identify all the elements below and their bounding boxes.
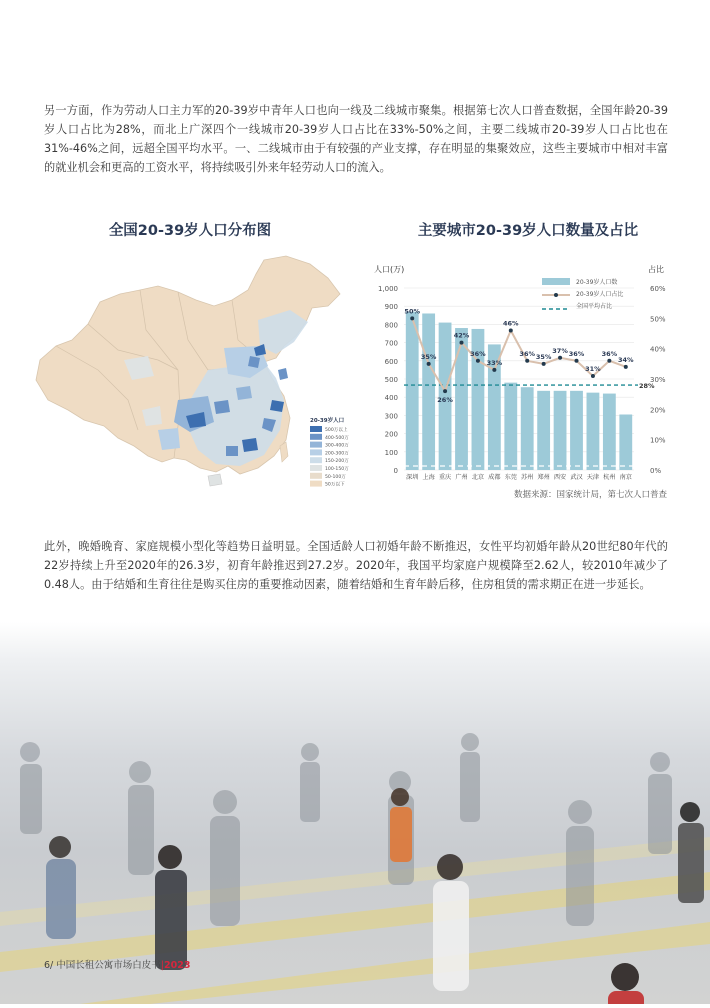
ratio-point-label: 36% bbox=[568, 349, 585, 358]
legend-point-swatch bbox=[554, 293, 558, 297]
ratio-point bbox=[492, 368, 496, 372]
average-label: 28% bbox=[639, 382, 655, 391]
left-tick-label: 300 bbox=[384, 412, 398, 421]
ratio-point bbox=[575, 359, 579, 363]
ratio-point-label: 33% bbox=[486, 358, 503, 367]
right-tick-label: 50% bbox=[650, 315, 666, 324]
right-axis-label: 占比 bbox=[648, 265, 664, 274]
page-footer bbox=[44, 957, 190, 971]
population-bar bbox=[455, 328, 468, 470]
footer-separator: / bbox=[50, 960, 54, 971]
paragraph-1: 另一方面，作为劳动人口主力军的20-39岁中青年人口也向一线及二线城市聚集。根据第七次人口普查数据，全国年龄20-39岁人口占比为28%，而北上广深四个一线城市20-39岁人口占比在33%-50%之间，主要二线城市20-39岁人口占比也在31%-46%之间，远超全国平均水平。一、二线城市由于有较强的产业支撑，存在明显的集聚效应，这些主要城市中相对丰富的就业机会和更高的工资水平，将持续吸引外来年轻劳动人口的流入。 bbox=[44, 104, 668, 174]
crowd-photo-illustration bbox=[0, 622, 710, 1004]
crosswalk-stripes bbox=[0, 837, 710, 1004]
population-bar bbox=[554, 391, 567, 470]
legend-bar-swatch bbox=[542, 278, 570, 285]
x-tick-label: 郑州 bbox=[537, 474, 550, 481]
ratio-point-label: 26% bbox=[437, 396, 453, 405]
left-tick-label: 0 bbox=[393, 467, 398, 475]
ratio-point-label: 46% bbox=[503, 319, 519, 328]
left-tick-label: 500 bbox=[384, 376, 398, 384]
footer-bar-separator: | bbox=[160, 960, 164, 971]
chart-title: 主要城市20-39岁人口数量及占比 bbox=[417, 223, 639, 239]
map-legend-swatch bbox=[310, 473, 322, 479]
population-bar bbox=[504, 383, 517, 470]
page-number: 6 bbox=[44, 960, 51, 971]
ratio-point bbox=[525, 359, 529, 363]
ratio-point bbox=[443, 389, 447, 393]
crowd-background-photo bbox=[0, 622, 710, 1004]
population-bar bbox=[521, 387, 534, 470]
left-axis-label: 人口(万) bbox=[374, 265, 405, 274]
china-population-map bbox=[28, 250, 358, 495]
x-tick-label: 东莞 bbox=[504, 474, 517, 481]
population-bar bbox=[422, 313, 435, 470]
right-tick-label: 30% bbox=[650, 376, 666, 384]
ratio-point-label: 36% bbox=[519, 349, 535, 358]
map-legend-label: 100-150万 bbox=[325, 467, 349, 472]
publication-title: 中国长租公寓市场白皮书 bbox=[56, 960, 161, 971]
right-tick-label: 0% bbox=[650, 467, 662, 475]
x-tick-label: 南京 bbox=[619, 474, 632, 481]
map-legend-label: 150-200万 bbox=[325, 459, 349, 465]
taiwan-island bbox=[280, 442, 288, 462]
ratio-point bbox=[476, 359, 480, 363]
ratio-point-label: 37% bbox=[552, 346, 568, 355]
left-tick-label: 600 bbox=[384, 357, 398, 366]
map-legend-swatch bbox=[310, 449, 322, 455]
ratio-point bbox=[591, 374, 595, 378]
population-bar bbox=[406, 312, 419, 470]
left-tick-label: 200 bbox=[384, 430, 398, 439]
ratio-point-label: 35% bbox=[535, 352, 552, 361]
x-tick-label: 天津 bbox=[586, 474, 600, 481]
map-legend-title: 20-39岁人口 bbox=[310, 418, 345, 424]
legend-label: 全国平均占比 bbox=[576, 303, 613, 310]
ratio-point bbox=[410, 316, 414, 320]
legend-label: 20-39岁人口占比 bbox=[576, 291, 624, 298]
map-title: 全国20-39岁人口分布图 bbox=[108, 223, 272, 239]
ratio-point bbox=[558, 356, 562, 360]
map-legend-label: 300-400万 bbox=[325, 443, 349, 449]
china-outline bbox=[36, 256, 340, 474]
x-tick-label: 杭州 bbox=[603, 474, 616, 481]
map-legend-swatch bbox=[310, 442, 322, 448]
x-axis-ticks bbox=[406, 473, 632, 481]
ratio-point-label: 36% bbox=[601, 349, 618, 358]
ratio-point bbox=[624, 365, 628, 369]
x-tick-label: 成都 bbox=[488, 474, 501, 481]
right-tick-label: 40% bbox=[650, 345, 666, 354]
map-legend-swatch bbox=[310, 426, 322, 432]
map-legend-label: 200-300万 bbox=[325, 451, 349, 457]
population-bar bbox=[619, 414, 632, 470]
ratio-point bbox=[460, 341, 464, 345]
map-legend-label: 50-100万 bbox=[325, 474, 346, 480]
x-tick-label: 西安 bbox=[553, 474, 567, 481]
map-legend-swatch bbox=[310, 457, 322, 463]
chart-legend bbox=[542, 278, 623, 310]
population-bar bbox=[537, 391, 550, 470]
x-tick-label: 广州 bbox=[455, 474, 468, 481]
left-tick-label: 100 bbox=[384, 448, 398, 457]
bar-series bbox=[404, 312, 634, 470]
left-axis-ticks bbox=[378, 285, 398, 475]
map-legend-swatch bbox=[310, 481, 322, 487]
map-legend-swatch bbox=[310, 465, 322, 471]
ratio-point bbox=[509, 328, 513, 332]
ratio-point-label: 31% bbox=[585, 364, 601, 373]
ratio-point-label: 34% bbox=[618, 355, 634, 364]
ratio-point-label: 50% bbox=[404, 307, 420, 316]
x-tick-label: 重庆 bbox=[438, 474, 452, 481]
population-bar bbox=[570, 391, 583, 470]
left-tick-label: 700 bbox=[384, 339, 398, 348]
legend-label: 20-39岁人口数 bbox=[576, 279, 618, 286]
city-population-chart bbox=[370, 258, 670, 483]
ratio-point-label: 36% bbox=[470, 349, 486, 358]
ratio-point bbox=[427, 362, 431, 366]
data-source: 数据来源：国家统计局，第七次人口普查 bbox=[513, 490, 667, 500]
right-axis-ticks bbox=[650, 285, 666, 475]
hainan-island bbox=[208, 474, 222, 486]
left-tick-label: 400 bbox=[384, 394, 398, 403]
map-legend-swatch bbox=[310, 434, 322, 440]
x-tick-label: 北京 bbox=[471, 474, 485, 481]
x-tick-label: 上海 bbox=[422, 474, 435, 481]
right-tick-label: 60% bbox=[650, 285, 666, 293]
china-map-landmass bbox=[36, 256, 340, 486]
right-tick-label: 10% bbox=[650, 436, 666, 445]
left-tick-label: 900 bbox=[384, 303, 398, 312]
map-legend-label: 500万以上 bbox=[325, 428, 348, 433]
x-tick-label: 苏州 bbox=[521, 474, 534, 481]
ratio-point bbox=[607, 359, 611, 363]
map-legend bbox=[310, 416, 349, 488]
ratio-point-label: 35% bbox=[420, 352, 437, 361]
ratio-point bbox=[542, 362, 546, 366]
map-legend-label: 400-500万 bbox=[325, 435, 349, 441]
ratio-point-label: 42% bbox=[453, 331, 470, 340]
map-legend-label: 50万以下 bbox=[325, 482, 345, 488]
left-tick-label: 800 bbox=[384, 321, 398, 330]
x-tick-label: 深圳 bbox=[406, 474, 419, 481]
x-tick-label: 武汉 bbox=[570, 474, 583, 481]
publication-year: 2023 bbox=[164, 960, 191, 971]
population-bar bbox=[603, 394, 616, 470]
paragraph-2: 此外，晚婚晚育、家庭规模小型化等趋势日益明显。全国适龄人口初婚年龄不断推迟，女性平均初婚年龄从20世纪80年代的22岁持续上升至2020年的26.3岁，初育年龄推迟到27.2岁。2020年，我国平均家庭户规模降至2.62人，较2010年减少了0.48人。由于结婚和生育往往是购买住房的重要推动因素，随着结婚和生育年龄后移，住房租赁的需求期正在进一步延长。 bbox=[44, 540, 668, 591]
left-tick-label: 1,000 bbox=[377, 285, 398, 293]
population-bar bbox=[587, 393, 600, 470]
pedestrian-silhouettes bbox=[20, 733, 672, 926]
right-tick-label: 20% bbox=[650, 406, 666, 415]
